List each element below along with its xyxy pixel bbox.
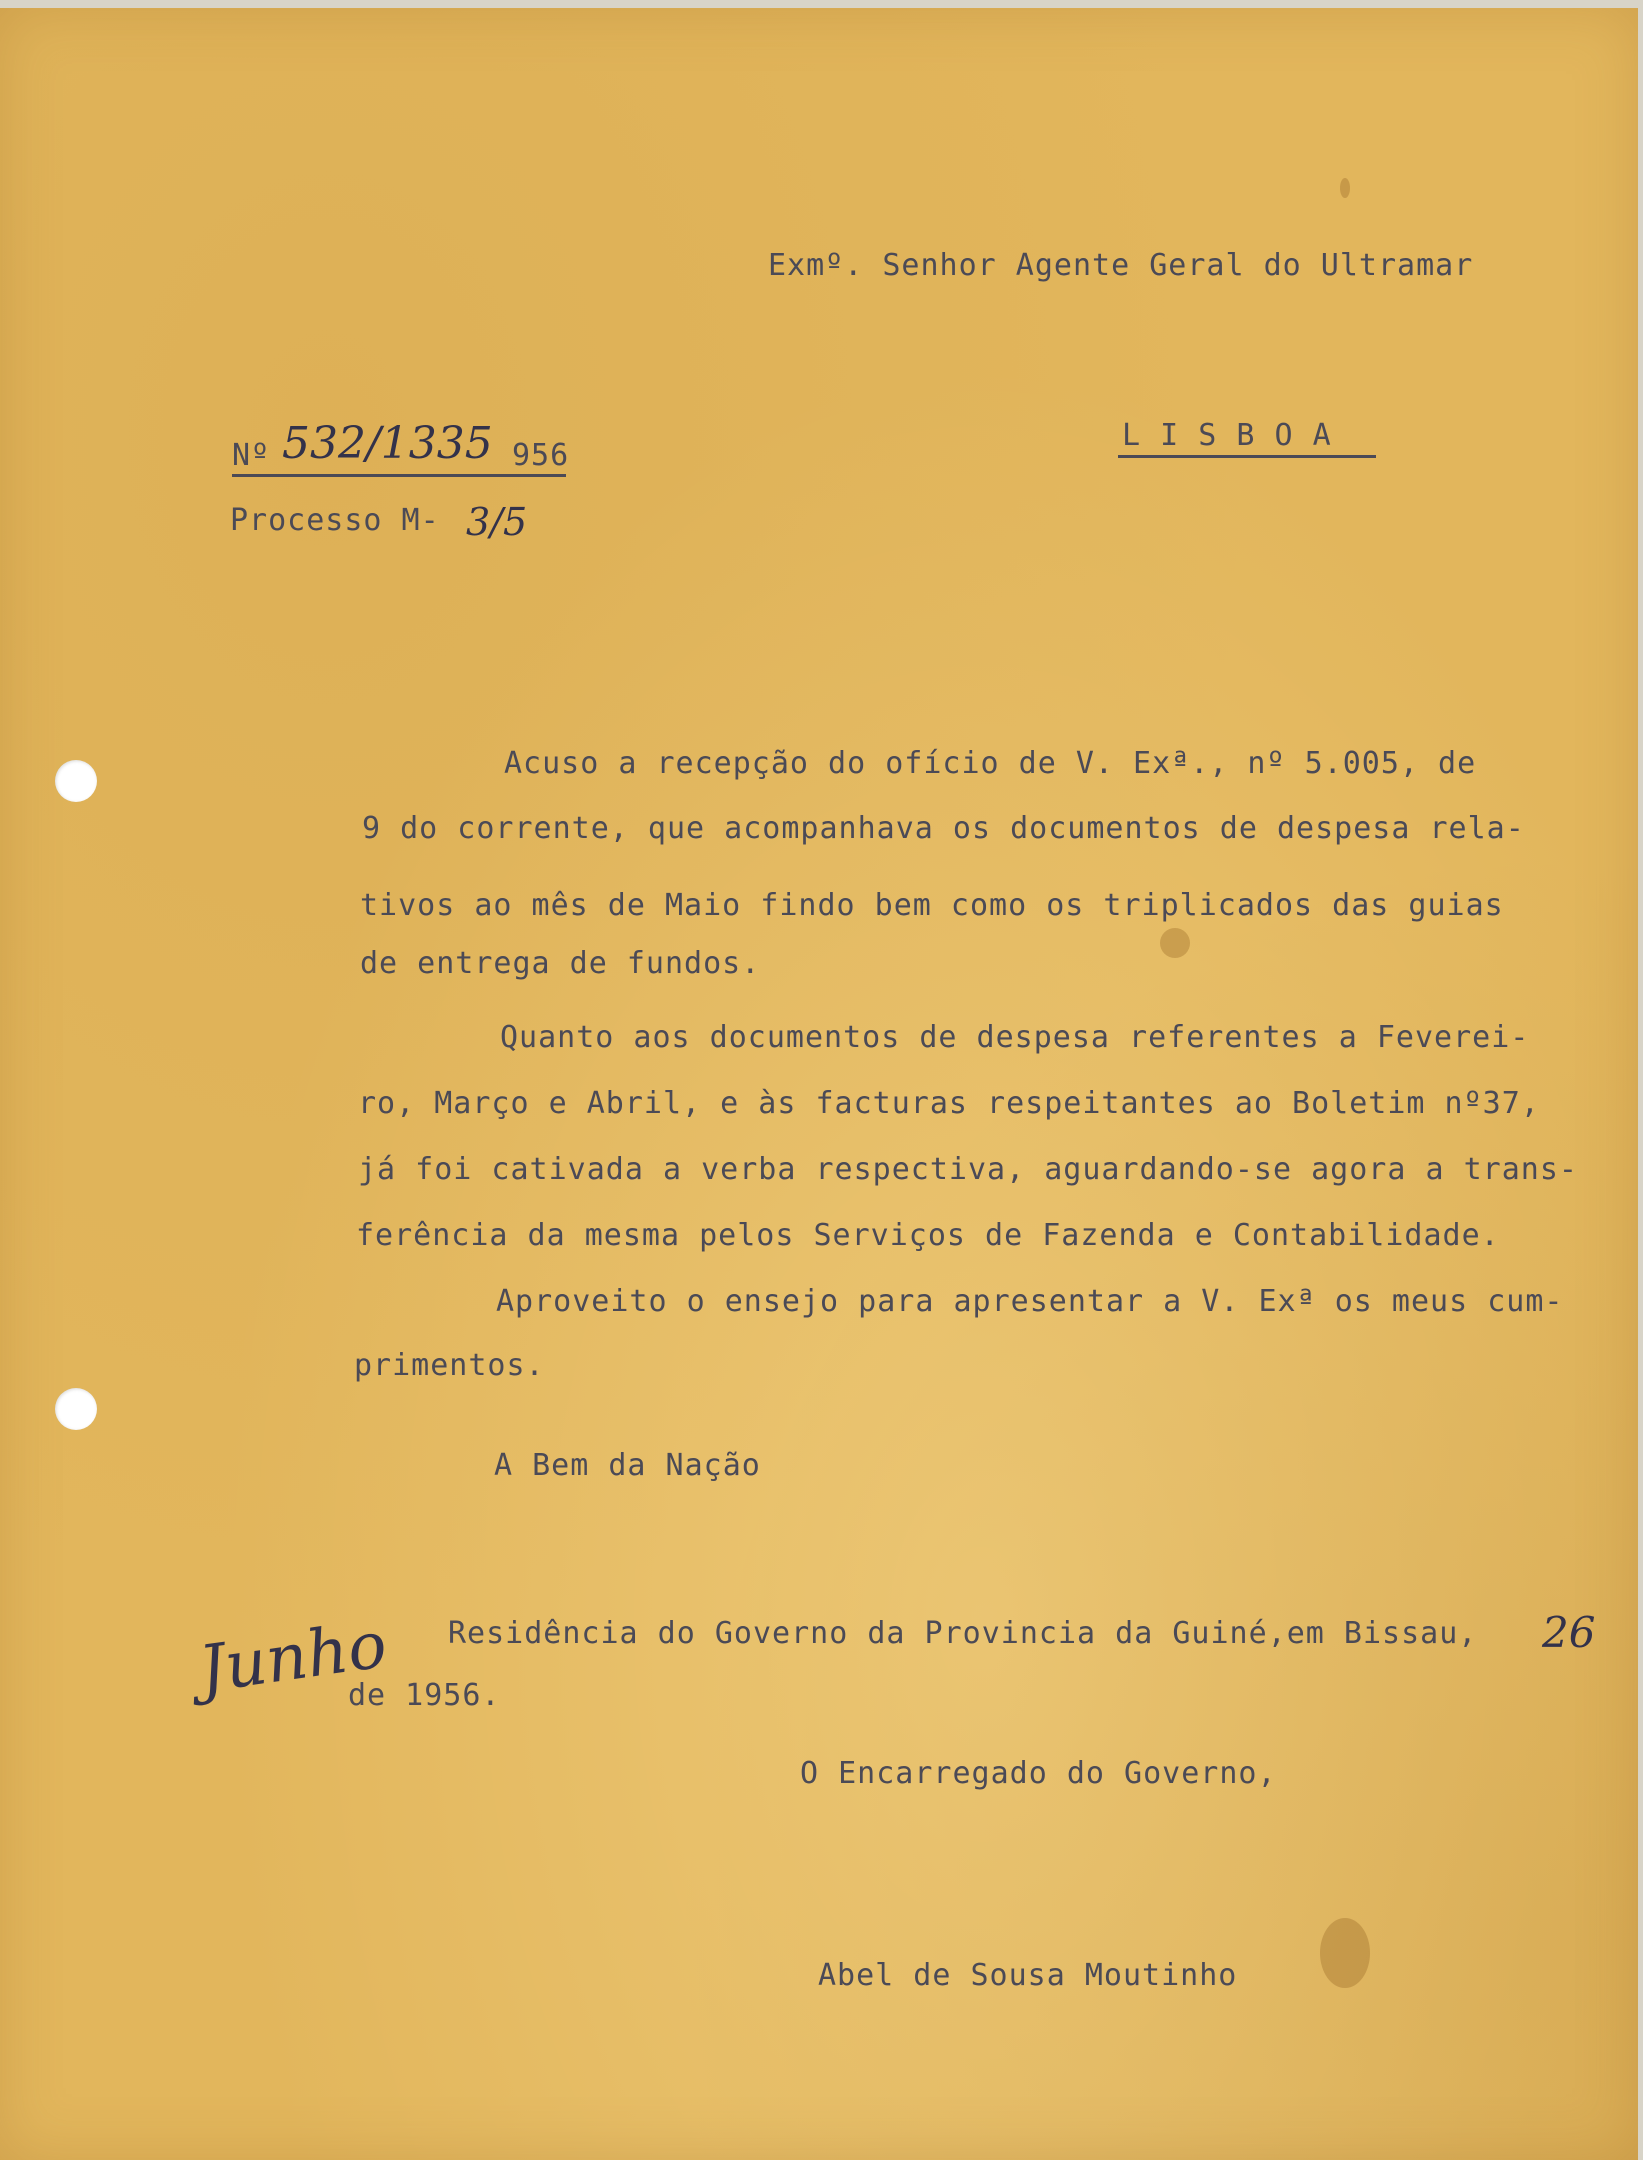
body-line: ro, Março e Abril, e às facturas respeitantes ao Boletim nº37, — [358, 1086, 1540, 1121]
stain — [1340, 178, 1350, 198]
month-handwritten: Junho — [194, 1608, 392, 1708]
addressee-line: Exmº. Senhor Agente Geral do Ultramar — [768, 248, 1474, 283]
body-line: Acuso a recepção do ofício de V. Exª., nº 5.005, de — [504, 746, 1477, 781]
body-line: 9 do corrente, que acompanhava os documentos de despesa rela- — [362, 811, 1525, 846]
reference-year: 956 — [512, 438, 570, 473]
process-label: Processo M- — [230, 503, 440, 538]
stain — [1160, 928, 1190, 958]
body-line: de entrega de fundos. — [360, 946, 761, 981]
signer-name: Abel de Sousa Moutinho — [818, 1958, 1238, 1993]
body-line: ferência da mesma pelos Serviços de Fazenda e Contabilidade. — [356, 1218, 1500, 1253]
reference-prefix: Nº — [232, 438, 271, 473]
reference-number-handwritten: 532/1335 — [282, 418, 493, 469]
city-underline — [1118, 455, 1376, 458]
stain — [1320, 1918, 1370, 1988]
process-number-handwritten: 3/5 — [466, 500, 528, 544]
date-year-line: de 1956. — [348, 1678, 501, 1713]
signer-title: O Encarregado do Governo, — [800, 1756, 1277, 1791]
punch-hole-top — [55, 760, 97, 802]
body-line: primentos. — [354, 1348, 545, 1383]
body-line: tivos ao mês de Maio findo bem como os triplicados das guias — [360, 888, 1504, 923]
city-line: L I S B O A — [1122, 418, 1332, 453]
place-line: Residência do Governo da Provincia da Guiné,em Bissau, — [448, 1616, 1478, 1651]
salutation: A Bem da Nação — [494, 1448, 761, 1483]
body-line: já foi cativada a verba respectiva, aguardando-se agora a trans- — [358, 1152, 1578, 1187]
day-handwritten: 26 — [1542, 1608, 1596, 1657]
letter-page — [0, 8, 1638, 2160]
punch-hole-bottom — [55, 1388, 97, 1430]
body-line: Quanto aos documentos de despesa referentes a Feverei- — [500, 1020, 1530, 1055]
body-line: Aproveito o ensejo para apresentar a V. Exª os meus cum- — [496, 1284, 1564, 1319]
reference-underline — [232, 474, 566, 477]
